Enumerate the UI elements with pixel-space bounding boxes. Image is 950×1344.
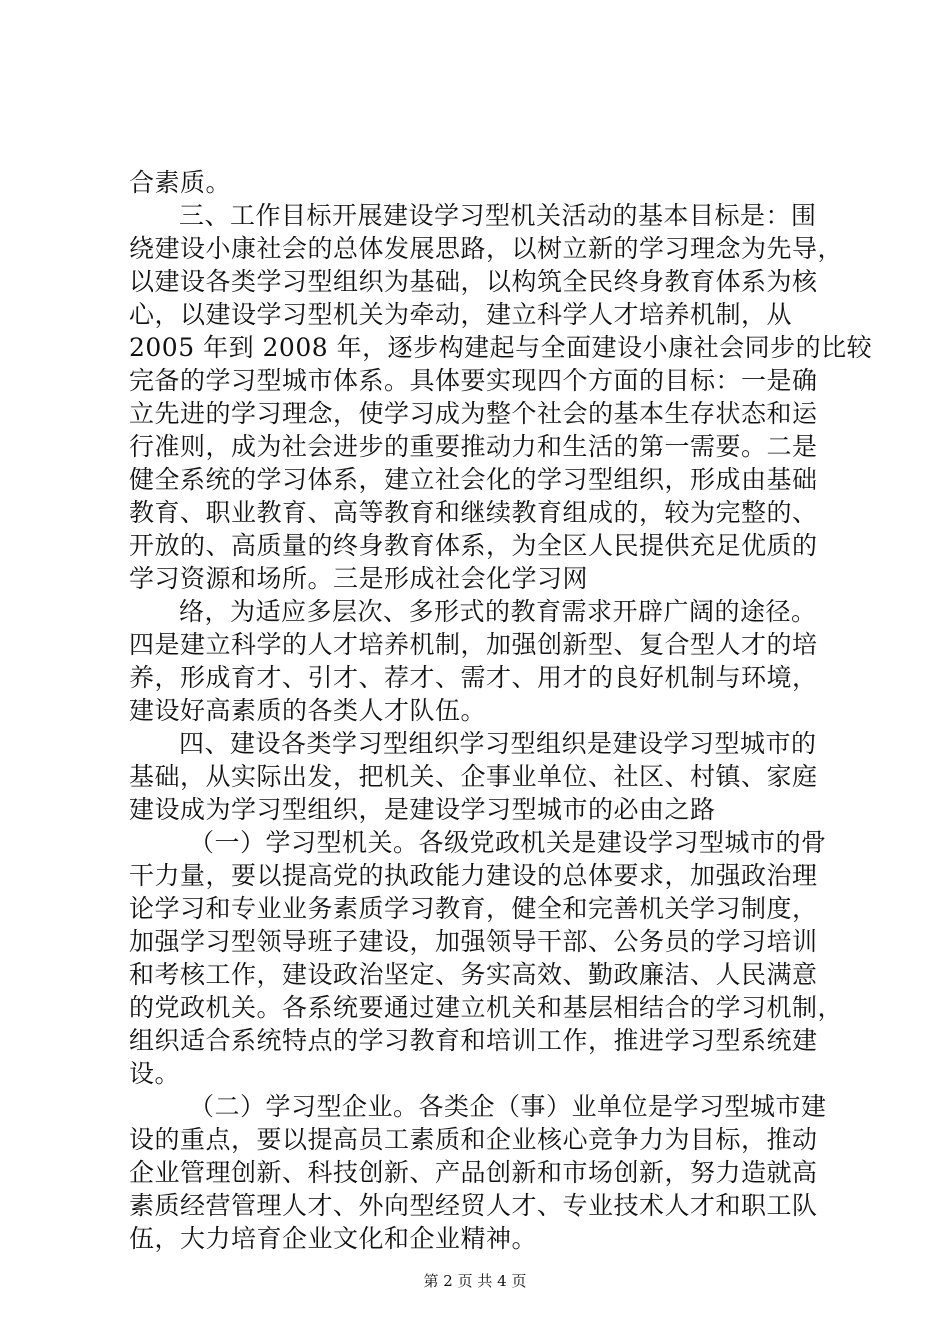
text-line: 健全系统的学习体系，建立社会化的学习型组织，形成由基础 bbox=[129, 465, 818, 494]
text-line: 学习资源和场所。三是形成社会化学习网 bbox=[129, 564, 589, 593]
text-line: 立先进的学习理念，使学习成为整个社会的基本生存状态和运 bbox=[129, 399, 818, 428]
text-line: 行准则，成为社会进步的重要推动力和生活的第一需要。二是 bbox=[129, 432, 818, 461]
text-line: 建设成为学习型组织，是建设学习型城市的必由之路 bbox=[129, 795, 716, 824]
text-line: 以建设各类学习型组织为基础，以构筑全民终身教育体系为核 bbox=[129, 267, 818, 296]
text-line: 开放的、高质量的终身教育体系，为全区人民提供充足优质的 bbox=[129, 531, 818, 560]
page-number: 第 2 页 共 4 页 bbox=[423, 1272, 527, 1290]
text-line: 设。 bbox=[129, 1059, 181, 1088]
text-line: 完备的学习型城市体系。具体要实现四个方面的目标：一是确 bbox=[129, 366, 818, 395]
text-line: 设的重点，要以提高员工素质和企业核心竞争力为目标，推动 bbox=[129, 1125, 818, 1154]
text-line: 和考核工作，建设政治坚定、务实高效、勤政廉洁、人民满意 bbox=[129, 960, 818, 989]
text-line: 伍，大力培育企业文化和企业精神。 bbox=[129, 1224, 538, 1253]
text-line: （二）学习型企业。各类企（事）业单位是学习型城市建 bbox=[189, 1092, 827, 1121]
text-line: 教育、职业教育、高等教育和继续教育组成的，较为完整的、 bbox=[129, 498, 818, 527]
text-line: 心，以建设学习型机关为牵动，建立科学人才培养机制，从 bbox=[129, 300, 793, 329]
text-line: （一）学习型机关。各级党政机关是建设学习型城市的骨 bbox=[189, 828, 827, 857]
text-line: 三、工作目标开展建设学习型机关活动的基本目标是：围 bbox=[179, 201, 817, 230]
text-line: 养，形成育才、引才、荐才、需才、用才的良好机制与环境， bbox=[129, 663, 818, 692]
text-line: 四、建设各类学习型组织学习型组织是建设学习型城市的 bbox=[179, 729, 817, 758]
text-line: 2005 年到 2008 年，逐步构建起与全面建设小康社会同步的比较 bbox=[129, 333, 873, 362]
text-line: 加强学习型领导班子建设，加强领导干部、公务员的学习培训 bbox=[129, 927, 818, 956]
document-body bbox=[129, 166, 873, 1255]
text-line: 建设好高素质的各类人才队伍。 bbox=[129, 696, 487, 725]
text-line: 络，为适应多层次、多形式的教育需求开辟广阔的途径。 bbox=[179, 597, 817, 626]
text-line: 的党政机关。各系统要通过建立机关和基层相结合的学习机制， bbox=[129, 993, 844, 1022]
text-line: 组织适合系统特点的学习教育和培训工作，推进学习型系统建 bbox=[129, 1026, 818, 1055]
text-line: 基础，从实际出发，把机关、企事业单位、社区、村镇、家庭 bbox=[129, 762, 818, 791]
text-line: 合素质。 bbox=[129, 168, 232, 197]
text-line: 干力量，要以提高党的执政能力建设的总体要求，加强政治理 bbox=[129, 861, 818, 890]
text-line: 四是建立科学的人才培养机制，加强创新型、复合型人才的培 bbox=[129, 630, 818, 659]
text-line: 论学习和专业业务素质学习教育，健全和完善机关学习制度， bbox=[129, 894, 818, 923]
text-line: 企业管理创新、科技创新、产品创新和市场创新，努力造就高 bbox=[129, 1158, 818, 1187]
text-line: 绕建设小康社会的总体发展思路，以树立新的学习理念为先导， bbox=[129, 234, 844, 263]
text-line: 素质经营管理人才、外向型经贸人才、专业技术人才和职工队 bbox=[129, 1191, 818, 1220]
